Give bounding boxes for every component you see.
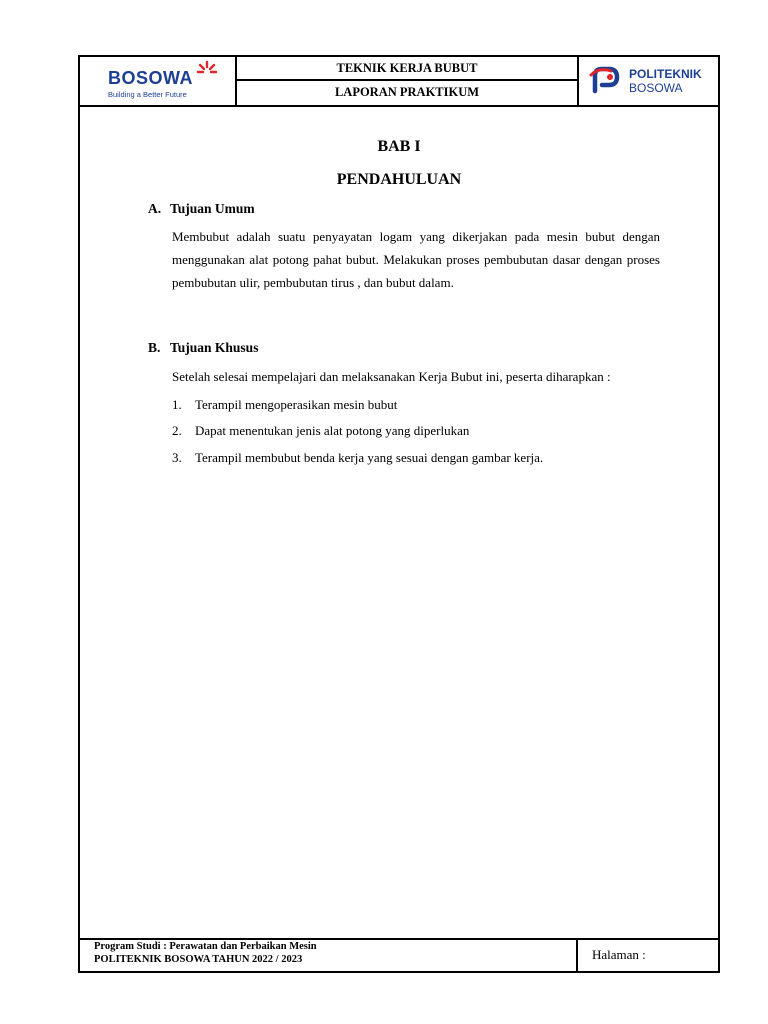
- section-a-paragraph: Membubut adalah suatu penyayatan logam yang dikerjakan pada mesin bubut dengan menggunakan alat potong pahat bubut. Melakukan proses pembubutan dasar dengan proses pembubutan ulir, pembubutan tirus , dan bubut dalam.: [172, 229, 660, 290]
- footer-divider: [576, 940, 578, 971]
- list-item-text: Terampil mengoperasikan mesin bubut: [195, 397, 398, 412]
- list-item-number: 2.: [172, 423, 182, 438]
- document-frame: [78, 55, 720, 973]
- section-a-letter: A.: [148, 201, 162, 216]
- page-number-label: Halaman :: [592, 947, 646, 962]
- politeknik-emblem-icon: [589, 65, 623, 97]
- list-item-text: Dapat menentukan jenis alat potong yang diperlukan: [195, 423, 470, 438]
- header-titles: [237, 57, 577, 105]
- chapter-title: PENDAHULUAN: [336, 171, 462, 188]
- report-title: LAPORAN PRAKTIKUM: [334, 85, 480, 99]
- section-b-title: Tujuan Khusus: [170, 340, 259, 355]
- section-a-heading: [148, 201, 255, 217]
- footer-info: [94, 940, 317, 966]
- section-b-letter: B.: [148, 340, 161, 355]
- list-item-number: 3.: [172, 450, 182, 465]
- bosowa-tagline: Building a Better Future: [108, 90, 187, 99]
- section-a-title: Tujuan Umum: [170, 201, 255, 216]
- course-title: TEKNIK KERJA BUBUT: [237, 57, 577, 81]
- section-b-heading: [148, 340, 258, 356]
- document-header: [80, 57, 718, 107]
- politeknik-logo: [577, 57, 718, 105]
- bosowa-wordmark: BOSOWA: [108, 68, 194, 88]
- politeknik-subword: BOSOWA: [629, 81, 683, 95]
- document-footer: [80, 938, 718, 971]
- bosowa-logo: [80, 57, 237, 105]
- section-b-intro: Setelah selesai mempelajari dan melaksanakan Kerja Bubut ini, peserta diharapkan :: [172, 369, 611, 384]
- program-line: Program Studi : Perawatan dan Perbaikan Mesin: [94, 941, 317, 952]
- list-item: [172, 423, 469, 439]
- list-item: [172, 450, 543, 466]
- politeknik-wordmark: POLITEKNIK: [629, 67, 702, 81]
- list-item-text: Terampil membubut benda kerja yang sesuai dengan gambar kerja.: [195, 450, 544, 465]
- list-item-number: 1.: [172, 397, 182, 412]
- chapter-number: BAB I: [377, 138, 421, 155]
- list-item: [172, 397, 397, 413]
- institution-line: POLITEKNIK BOSOWA TAHUN 2022 / 2023: [94, 954, 303, 965]
- bosowa-spark-icon: [196, 60, 218, 82]
